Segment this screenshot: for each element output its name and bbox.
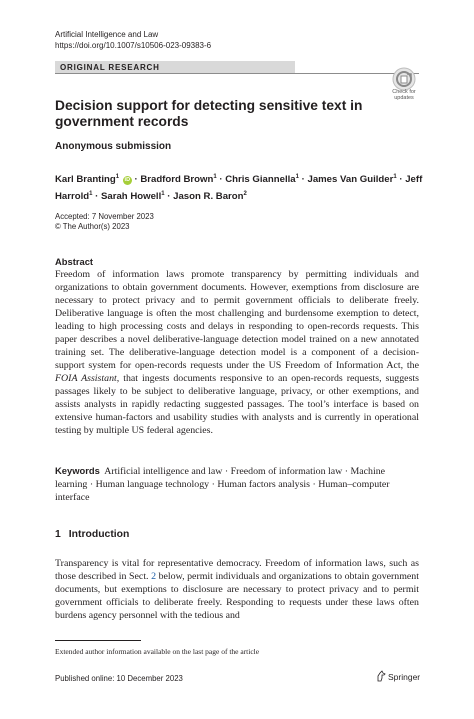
author-name[interactable]: Jeff Harrold bbox=[55, 174, 423, 203]
publisher-logo bbox=[376, 670, 420, 682]
orcid-icon[interactable]: iD bbox=[124, 177, 131, 184]
copyright-notice: © The Author(s) 2023 bbox=[55, 222, 130, 231]
journal-name: Artificial Intelligence and Law bbox=[55, 30, 159, 39]
section-reference-link[interactable]: 2 bbox=[151, 571, 157, 582]
affiliation-marker: 1 bbox=[393, 174, 397, 180]
springer-horse-icon bbox=[376, 670, 386, 682]
section-type: ORIGINAL RESEARCH bbox=[60, 63, 160, 72]
keywords bbox=[55, 464, 419, 504]
author-name[interactable]: Sarah Howell bbox=[101, 191, 162, 203]
check-for-updates-label: Check for updates bbox=[392, 89, 416, 101]
journal-header bbox=[55, 29, 211, 51]
introduction-body: Transparency is vital for representative democracy. Freedom of information laws, such as those described in Sect. 2 below, permit individuals and organizations to obtain government documents, but exemptions to disclosure are necessary to protect privacy and to permit government officials to deliberate freely. Responding to requests under these laws often burdens agency personnel with the tedious and bbox=[55, 558, 419, 621]
author-name[interactable]: Karl Branting bbox=[55, 174, 116, 186]
publisher-name: Springer bbox=[388, 672, 421, 682]
author-name[interactable]: Jason R. Baron bbox=[173, 191, 244, 203]
doi-link[interactable]: https://doi.org/10.1007/s10506-023-09383-6 bbox=[55, 41, 212, 50]
section-title: Introduction bbox=[68, 529, 130, 540]
footnote: Extended author information available on the last page of the article bbox=[55, 647, 260, 656]
author-name[interactable]: Bradford Brown bbox=[140, 174, 214, 186]
footnote-divider bbox=[55, 640, 141, 641]
header-divider bbox=[55, 73, 419, 74]
section-heading-introduction bbox=[55, 529, 129, 540]
article-subtitle: Anonymous submission bbox=[55, 141, 172, 152]
published-date: Published online: 10 December 2023 bbox=[55, 674, 183, 683]
affiliation-marker: 1 bbox=[161, 191, 165, 198]
affiliation-marker: 1 bbox=[115, 174, 120, 180]
author-name[interactable]: James Van Guilder bbox=[307, 174, 394, 186]
accepted-date: Accepted: 7 November 2023 bbox=[55, 212, 154, 221]
system-name: FOIA Assistant bbox=[55, 373, 117, 384]
keywords-label: Keywords bbox=[55, 465, 100, 476]
abstract-body: Freedom of information laws promote transparency by permitting individuals and organizations to obtain government documents. However, exemptions from disclosure are necessary to protect privacy and to permit government officials to deliberate freely. Deliberative language is often the most challenging and burdensome exemption to detect, leading to high processing costs and delays in responding to open-records requests. This paper describes a novel deliberative-language detection model trained on a new annotated training set. The deliberative-language detection model is a component of a decision-support system for open-records requests under the US Freedom of Information Act, the FOIA Assistant, that ingests documents responsive to an open-records requests, suggests passages likely to be subject to deliberative language, privacy, or other exemptions, and assists analysts in rapidly redacting suggested passages. The tool’s interface is based on extensive human-factors and usability studies with analysts and is currently in operational testing by multiple US federal agencies. bbox=[55, 269, 419, 436]
keywords-list: Artificial intelligence and law · Freedom of information law · Machine learning · Human language technology · Human factors analysis · Human–computer interface bbox=[55, 466, 390, 503]
author-name[interactable]: Chris Giannella bbox=[225, 174, 296, 186]
article-dates bbox=[55, 212, 154, 232]
affiliation-marker: 2 bbox=[243, 191, 247, 198]
author-list: Karl Branting$^1$ iD · Bradford Brown$^1$ · Chris Giannella$^1$ · James Van Guilder$^1$ · Jeff Harrold$^1$ · Sarah Howell$^1$ · Jason R. Baron$^2$ bbox=[55, 174, 423, 203]
article-title: Decision support for detecting sensitive text in government records bbox=[55, 98, 363, 129]
abstract-heading: Abstract bbox=[55, 256, 94, 267]
section-number: 1 bbox=[55, 529, 61, 540]
affiliation-marker: 1 bbox=[295, 174, 299, 180]
affiliation-marker: 1 bbox=[89, 191, 93, 198]
affiliation-marker: 1 bbox=[213, 174, 217, 180]
